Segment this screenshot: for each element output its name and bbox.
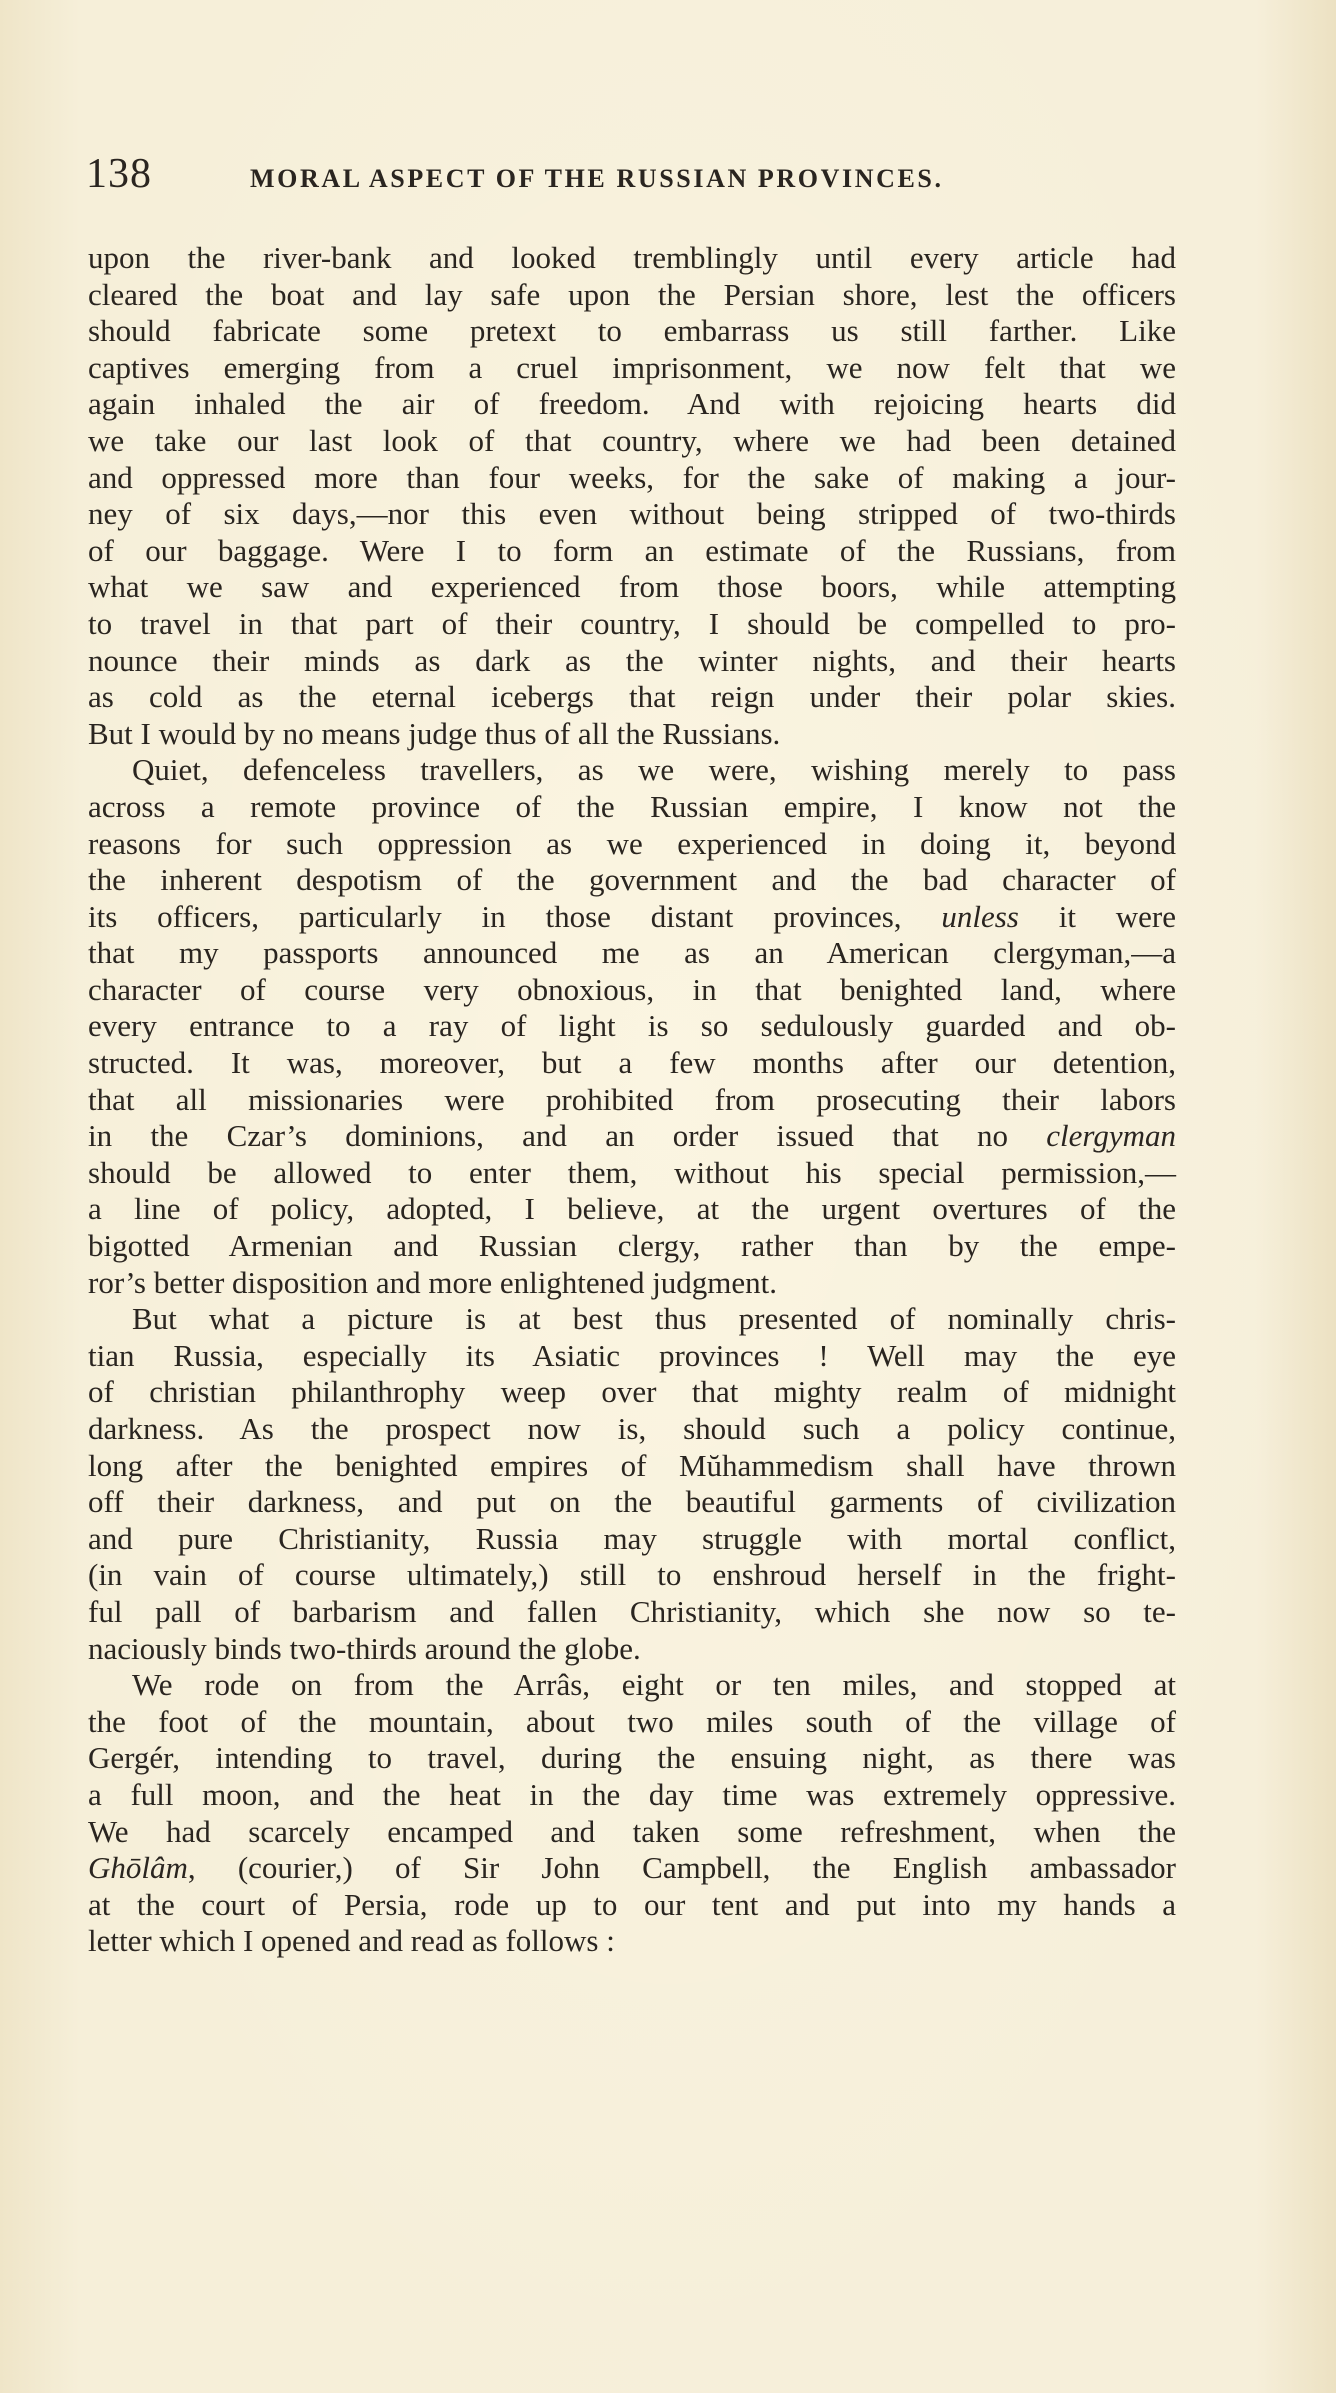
text-segment: in the Czar’s dominions, and an order issued that no <box>88 1118 1008 1154</box>
text-line: darkness. As the prospect now is, should such a policy continue, <box>88 1411 1176 1446</box>
text-line: off their darkness, and put on the beautiful garments of civilization <box>88 1484 1176 1520</box>
text-line: structed. It was, moreover, but a few months after our detention, <box>88 1045 1176 1081</box>
text-segment: it were <box>1018 898 1177 934</box>
text-line: Quiet, defenceless travellers, as we were, wishing merely to pass <box>132 752 1176 788</box>
text-line: ful pall of barbarism and fallen Christianity, which she now so te- <box>88 1593 1176 1629</box>
text-line: tian Russia, especially its Asiatic provinces ! Well may the eye <box>88 1337 1176 1373</box>
text-line: upon the river-bank and looked tremblingly until every article had <box>88 240 1176 275</box>
text-line: a full moon, and the heat in the day time was extremely oppressive. <box>88 1776 1176 1812</box>
text-line: the inherent despotism of the government and the bad character of <box>88 862 1176 898</box>
text-line: to travel in that part of their country, I should be compelled to pro- <box>88 605 1176 641</box>
text-line: captives emerging from a cruel imprisonment, we now felt that we <box>88 349 1176 385</box>
text-line: at the court of Persia, rode up to our tent and put into my hands a <box>88 1886 1176 1922</box>
text-line: every entrance to a ray of light is so sedulously guarded and ob- <box>88 1008 1176 1044</box>
text-line: again inhaled the air of freedom. And with rejoicing hearts did <box>88 386 1176 422</box>
text-line: bigotted Armenian and Russian clergy, rather than by the empe- <box>88 1228 1176 1264</box>
text-line: as cold as the eternal icebergs that reign under their polar skies. <box>88 679 1176 715</box>
text-line: of our baggage. Were I to form an estimate of the Russians, from <box>88 532 1176 568</box>
paragraph-1 <box>88 240 1176 752</box>
text-line: we take our last look of that country, where we had been detained <box>88 422 1176 458</box>
page-header <box>86 150 1246 200</box>
text-line: cleared the boat and lay safe upon the Persian shore, lest the officers <box>88 276 1176 312</box>
text-line: and oppressed more than four weeks, for the sake of making a jour- <box>88 459 1176 495</box>
paragraph-2 <box>88 752 1176 1301</box>
text-line: Gergér, intending to travel, during the ensuing night, as there was <box>88 1740 1176 1776</box>
text-line: ney of six days,—nor this even without being stripped of two-thirds <box>88 496 1176 532</box>
text-line: should be allowed to enter them, without his special permission,— <box>88 1154 1176 1190</box>
text-line-with-italic <box>88 1850 1176 1887</box>
text-line: and pure Christianity, Russia may struggle with mortal conflict, <box>88 1520 1176 1556</box>
page-number: 138 <box>86 151 152 197</box>
paragraph-4 <box>88 1667 1176 1960</box>
italic-word: Ghōlâm <box>88 1850 188 1886</box>
text-line: naciously binds two-thirds around the globe. <box>88 1630 641 1666</box>
text-line-with-italic <box>88 1118 1176 1155</box>
text-line: long after the benighted empires of Mŭhammedism shall have thrown <box>88 1447 1176 1483</box>
body-text <box>88 240 1176 1960</box>
text-line: what we saw and experienced from those boors, while attempting <box>88 569 1176 605</box>
text-line: that all missionaries were prohibited from prosecuting their labors <box>88 1081 1176 1117</box>
text-line: But what a picture is at best thus presented of nominally chris- <box>132 1301 1176 1337</box>
text-line: that my passports announced me as an American clergyman,—a <box>88 935 1176 971</box>
text-line-with-italic <box>88 899 1176 936</box>
text-segment: its officers, particularly in those distant provinces, <box>88 898 902 934</box>
text-line: ror’s better disposition and more enlightened judgment. <box>88 1264 778 1300</box>
text-line: (in vain of course ultimately,) still to enshroud herself in the fright- <box>88 1557 1176 1593</box>
running-title: MORAL ASPECT OF THE RUSSIAN PROVINCES. <box>250 164 944 193</box>
text-line: across a remote province of the Russian empire, I know not the <box>88 788 1176 824</box>
text-line: a line of policy, adopted, I believe, at the urgent overtures of the <box>88 1191 1176 1227</box>
text-line: But I would by no means judge thus of all the Russians. <box>88 715 781 751</box>
italic-word: clergyman <box>1046 1118 1176 1154</box>
text-line: should fabricate some pretext to embarrass us still farther. Like <box>88 313 1176 349</box>
text-segment: , (courier,) of Sir John Campbell, the English ambassador <box>187 1850 1176 1886</box>
text-line: We rode on from the Arrâs, eight or ten miles, and stopped at <box>132 1667 1176 1703</box>
italic-word: unless <box>941 898 1019 934</box>
text-line: letter which I opened and read as follows : <box>88 1923 615 1959</box>
text-line: nounce their minds as dark as the winter nights, and their hearts <box>88 642 1176 678</box>
text-line: the foot of the mountain, about two miles south of the village of <box>88 1703 1176 1739</box>
paragraph-3 <box>88 1301 1176 1667</box>
text-line: of christian philanthrophy weep over that mighty realm of midnight <box>88 1374 1176 1410</box>
text-line: reasons for such oppression as we experienced in doing it, beyond <box>88 825 1176 861</box>
text-line: We had scarcely encamped and taken some refreshment, when the <box>88 1813 1176 1849</box>
text-line: character of course very obnoxious, in that benighted land, where <box>88 971 1176 1007</box>
